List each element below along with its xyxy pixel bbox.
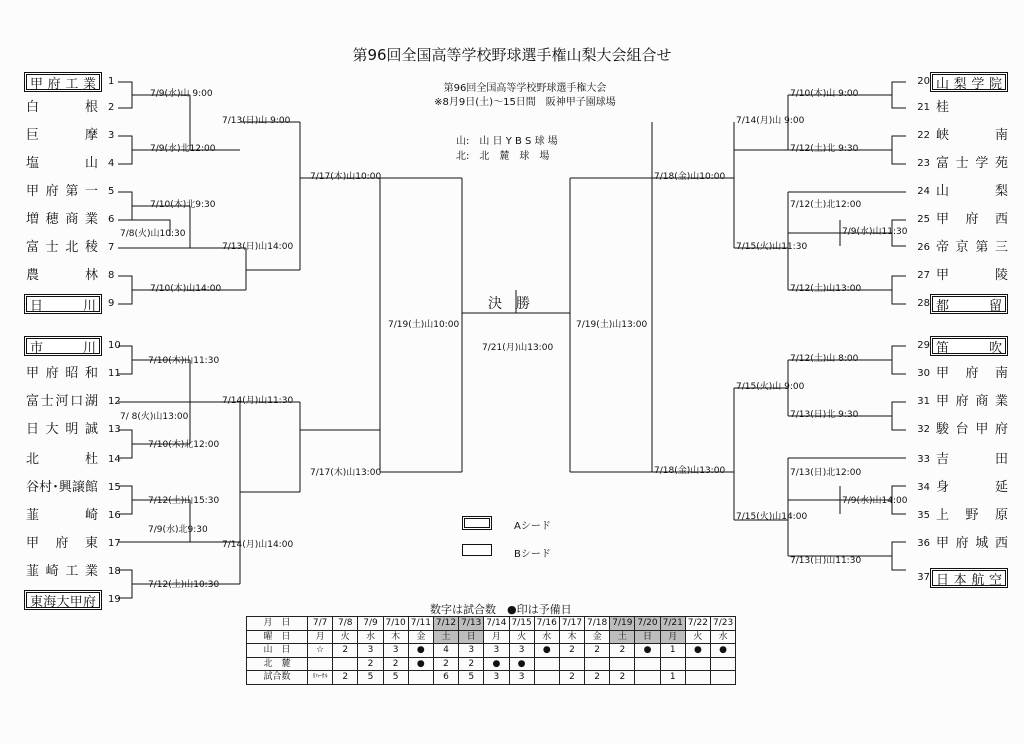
schedule-cell: 火 (333, 630, 358, 644)
team-number: 21 (917, 102, 930, 113)
match-time: 7/15(火)山11:30 (736, 242, 808, 252)
schedule-cell: 水 (534, 630, 559, 644)
schedule-cell: ☆ (308, 644, 333, 658)
schedule-table (246, 616, 736, 685)
team-name-left: 北杜 (26, 452, 98, 467)
schedule-cell: 3 (484, 644, 509, 658)
schedule-cell: 6 (433, 671, 458, 685)
schedule-cell: 7/11 (408, 617, 433, 631)
schedule-cell (635, 671, 660, 685)
team-name-left: 甲府工業 (24, 72, 102, 92)
schedule-cell: 3 (383, 644, 408, 658)
schedule-cell: 7/10 (383, 617, 408, 631)
schedule-cell: ● (635, 644, 660, 658)
schedule-cell: 水 (711, 630, 736, 644)
team-name-left: 甲府第一 (26, 184, 98, 199)
schedule-cell: 火 (509, 630, 534, 644)
schedule-row (247, 644, 736, 658)
team-name-left: 白根 (26, 100, 98, 115)
team-number: 13 (108, 424, 121, 435)
match-time: 7/10(木)山14:00 (150, 284, 222, 294)
match-time: 7/17(木)山13:00 (310, 468, 382, 478)
schedule-cell: 3 (509, 644, 534, 658)
team-name-right: 都留 (930, 294, 1008, 314)
venue-kita: 北: 北 麓 球 場 (456, 151, 550, 162)
team-number: 22 (917, 130, 930, 141)
venue-yamanashi: 山: 山 日 Y B S 球 場 (456, 136, 558, 147)
schedule-row (247, 617, 736, 631)
schedule-cell: 7/21 (660, 617, 685, 631)
schedule-cell: 1 (660, 671, 685, 685)
schedule-cell: 2 (610, 644, 635, 658)
team-number: 4 (108, 158, 115, 169)
schedule-cell: 月 (484, 630, 509, 644)
match-time: 7/14(月)山11:30 (222, 396, 294, 406)
legend-a-seed-box (462, 516, 492, 530)
schedule-row-label: 月 日 (247, 617, 308, 631)
schedule-cell (610, 657, 635, 671)
team-name-left: 市川 (24, 336, 102, 356)
team-number: 1 (108, 76, 115, 87)
team-number: 5 (108, 186, 115, 197)
legend-a-seed-label: Aシード (514, 521, 551, 532)
national-tournament-title: 第96回全国高等学校野球選手権大会 (443, 83, 607, 94)
schedule-row-label: 試合数 (247, 671, 308, 685)
schedule-cell: 日 (635, 630, 660, 644)
schedule-cell (685, 657, 710, 671)
team-name-left: 農林 (26, 268, 98, 283)
match-time: 7/18(金)山10:00 (654, 172, 726, 182)
team-name-right: 甲府商業 (936, 394, 1008, 409)
team-name-left: 日川 (24, 294, 102, 314)
match-time: 7/19(土)山10:00 (388, 320, 460, 330)
team-name-left: 日大明誠 (26, 422, 98, 437)
match-time: 7/12(土)北 9:30 (790, 144, 859, 154)
team-name-left: 東海大甲府 (24, 590, 102, 610)
match-time: 7/12(土)山 8:00 (790, 354, 859, 364)
team-name-left: 谷村･興譲館 (26, 480, 98, 495)
schedule-cell: 3 (358, 644, 383, 658)
match-time: 7/13(日)山14:00 (222, 242, 294, 252)
schedule-cell: 金 (408, 630, 433, 644)
schedule-cell: 1 (660, 644, 685, 658)
schedule-cell: 2 (585, 671, 610, 685)
match-time: 7/12(土)山13:00 (790, 284, 862, 294)
team-number: 20 (917, 76, 930, 87)
team-number: 11 (108, 368, 121, 379)
team-name-right: 吉田 (936, 452, 1008, 467)
match-time: 7/13(日)北 9:30 (790, 410, 859, 420)
schedule-cell: 7/22 (685, 617, 710, 631)
match-time: 7/10(木)山11:30 (148, 356, 220, 366)
team-number: 29 (917, 340, 930, 351)
page-title: 第96回全国高等学校野球選手権山梨大会組合せ (352, 46, 672, 64)
team-name-left: 富士北稜 (26, 240, 98, 255)
team-name-left: 巨摩 (26, 128, 98, 143)
team-name-left: 甲府東 (26, 536, 98, 551)
team-name-right: 山梨 (936, 184, 1008, 199)
schedule-row (247, 657, 736, 671)
match-time: 7/10(木)北9:30 (150, 200, 216, 210)
team-name-right: 峡南 (936, 128, 1008, 143)
schedule-cell (534, 657, 559, 671)
team-number: 37 (917, 572, 930, 583)
schedule-cell: ● (685, 644, 710, 658)
match-time: 7/13(日)山11:30 (790, 556, 862, 566)
match-time: 7/13(日)山 9:00 (222, 116, 291, 126)
schedule-cell: 7/19 (610, 617, 635, 631)
team-name-left: 甲府昭和 (26, 366, 98, 381)
team-name-left: 塩山 (26, 156, 98, 171)
schedule-cell: 月 (308, 630, 333, 644)
match-time: 7/8(火)山10:30 (120, 229, 186, 239)
schedule-cell (308, 657, 333, 671)
match-time: 7/9(水)北9:30 (148, 525, 208, 535)
team-number: 30 (917, 368, 930, 379)
schedule-cell (333, 657, 358, 671)
team-number: 28 (917, 298, 930, 309)
schedule-cell: 2 (333, 644, 358, 658)
schedule-cell: 木 (383, 630, 408, 644)
team-name-right: 帝京第三 (936, 240, 1008, 255)
schedule-cell: ● (408, 644, 433, 658)
team-number: 34 (917, 482, 930, 493)
team-name-left: 富士河口湖 (26, 394, 98, 409)
team-name-right: 甲府城西 (936, 536, 1008, 551)
schedule-cell (711, 657, 736, 671)
schedule-cell (660, 657, 685, 671)
team-number: 12 (108, 396, 121, 407)
match-time: 7/10(木)北12:00 (148, 440, 220, 450)
schedule-cell (585, 657, 610, 671)
match-time: 7/9(水)山11:30 (842, 227, 908, 237)
schedule-cell: 2 (358, 657, 383, 671)
team-name-right: 身延 (936, 480, 1008, 495)
team-number: 36 (917, 538, 930, 549)
schedule-cell: ● (534, 644, 559, 658)
schedule-cell: 土 (433, 630, 458, 644)
schedule-cell: ● (509, 657, 534, 671)
match-time: 7/10(木)山 9:00 (790, 89, 859, 99)
legend-b-seed-label: Bシード (514, 549, 551, 560)
schedule-cell: 7/16 (534, 617, 559, 631)
match-time: 7/12(土)山15:30 (148, 496, 220, 506)
final-label: 決 勝 (488, 296, 530, 312)
schedule-cell: 7/18 (585, 617, 610, 631)
schedule-cell: 水 (358, 630, 383, 644)
match-time: 7/19(土)山13:00 (576, 320, 648, 330)
team-number: 26 (917, 242, 930, 253)
team-name-right: 駿台甲府 (936, 422, 1008, 437)
match-time: 7/15(火)山 9:00 (736, 382, 805, 392)
team-name-right: 笛吹 (930, 336, 1008, 356)
schedule-row-label: 北 麓 (247, 657, 308, 671)
team-number: 23 (917, 158, 930, 169)
schedule-cell: 7/20 (635, 617, 660, 631)
team-name-right: 桂 (936, 100, 950, 115)
schedule-row-label: 山 日 (247, 644, 308, 658)
team-number: 17 (108, 538, 121, 549)
schedule-cell: 2 (459, 657, 484, 671)
team-number: 6 (108, 214, 115, 225)
schedule-cell (685, 671, 710, 685)
schedule-cell: 火 (685, 630, 710, 644)
schedule-cell (408, 671, 433, 685)
schedule-cell: 5 (383, 671, 408, 685)
legend-b-seed-box (462, 544, 492, 556)
schedule-row (247, 671, 736, 685)
schedule-cell: ﾘﾊｰｻﾙ (308, 671, 333, 685)
match-time: 7/13(日)北12:00 (790, 468, 862, 478)
schedule-cell: 7/7 (308, 617, 333, 631)
team-number: 35 (917, 510, 930, 521)
team-name-right: 富士学苑 (936, 156, 1008, 171)
team-number: 3 (108, 130, 115, 141)
team-number: 19 (108, 594, 121, 605)
match-time: 7/17(木)山10:00 (310, 172, 382, 182)
team-number: 31 (917, 396, 930, 407)
team-number: 27 (917, 270, 930, 281)
match-time: 7/9(水)山14:00 (842, 496, 908, 506)
team-name-left: 韮崎工業 (26, 564, 98, 579)
team-number: 25 (917, 214, 930, 225)
schedule-cell: 5 (459, 671, 484, 685)
team-name-right: 上野原 (936, 508, 1008, 523)
schedule-cell: 7/12 (433, 617, 458, 631)
schedule-cell: 7/17 (559, 617, 584, 631)
schedule-cell (711, 671, 736, 685)
match-time: 7/12(土)山10:30 (148, 580, 220, 590)
match-time: 7/14(月)山 9:00 (736, 116, 805, 126)
team-number: 14 (108, 454, 121, 465)
schedule-cell: 2 (610, 671, 635, 685)
match-time: 7/14(月)山14:00 (222, 540, 294, 550)
schedule-cell: 7/8 (333, 617, 358, 631)
schedule-cell: 5 (358, 671, 383, 685)
match-time: 7/15(火)山14:00 (736, 512, 808, 522)
schedule-cell: 7/13 (459, 617, 484, 631)
schedule-cell: 2 (433, 657, 458, 671)
schedule-cell: 7/9 (358, 617, 383, 631)
schedule-cell (635, 657, 660, 671)
schedule-cell: 7/15 (509, 617, 534, 631)
team-number: 15 (108, 482, 121, 493)
schedule-cell (534, 671, 559, 685)
team-number: 10 (108, 340, 121, 351)
team-number: 32 (917, 424, 930, 435)
team-name-right: 甲府西 (936, 212, 1008, 227)
schedule-cell: 2 (585, 644, 610, 658)
team-name-right: 甲陵 (936, 268, 1008, 283)
schedule-cell: 2 (383, 657, 408, 671)
match-time: 7/9(水)北12:00 (150, 144, 216, 154)
schedule-cell: ● (408, 657, 433, 671)
schedule-cell: 2 (559, 644, 584, 658)
schedule-cell: ● (711, 644, 736, 658)
team-name-right: 甲府南 (936, 366, 1008, 381)
schedule-row (247, 630, 736, 644)
schedule-cell: 4 (433, 644, 458, 658)
schedule-cell: 2 (559, 671, 584, 685)
team-number: 2 (108, 102, 115, 113)
team-name-right: 山梨学院 (930, 72, 1008, 92)
team-number: 16 (108, 510, 121, 521)
match-time: 7/ 8(火)山13:00 (120, 412, 189, 422)
schedule-cell: 土 (610, 630, 635, 644)
team-number: 18 (108, 566, 121, 577)
team-name-left: 増穂商業 (26, 212, 98, 227)
schedule-cell (559, 657, 584, 671)
schedule-cell: 3 (509, 671, 534, 685)
team-name-right: 日本航空 (930, 568, 1008, 588)
schedule-cell: 2 (333, 671, 358, 685)
team-number: 7 (108, 242, 115, 253)
schedule-row-label: 曜 日 (247, 630, 308, 644)
team-number: 33 (917, 454, 930, 465)
schedule-cell: 木 (559, 630, 584, 644)
schedule-cell: 金 (585, 630, 610, 644)
match-time: 7/9(水)山 9:00 (150, 89, 213, 99)
team-number: 24 (917, 186, 930, 197)
national-tournament-dates: ※8月9日(土)～15日間 阪神甲子園球場 (434, 97, 616, 108)
schedule-cell: 7/23 (711, 617, 736, 631)
schedule-cell: ● (484, 657, 509, 671)
schedule-cell: 3 (459, 644, 484, 658)
final-time: 7/21(月)山13:00 (482, 343, 554, 353)
schedule-cell: 7/14 (484, 617, 509, 631)
match-time: 7/12(土)北12:00 (790, 200, 862, 210)
schedule-cell: 3 (484, 671, 509, 685)
team-number: 9 (108, 298, 115, 309)
schedule-cell: 月 (660, 630, 685, 644)
team-name-left: 韮崎 (26, 508, 98, 523)
team-number: 8 (108, 270, 115, 281)
schedule-cell: 日 (459, 630, 484, 644)
schedule-title: 数字は試合数 ●印は予備日 (430, 603, 572, 616)
match-time: 7/18(金)山13:00 (654, 466, 726, 476)
